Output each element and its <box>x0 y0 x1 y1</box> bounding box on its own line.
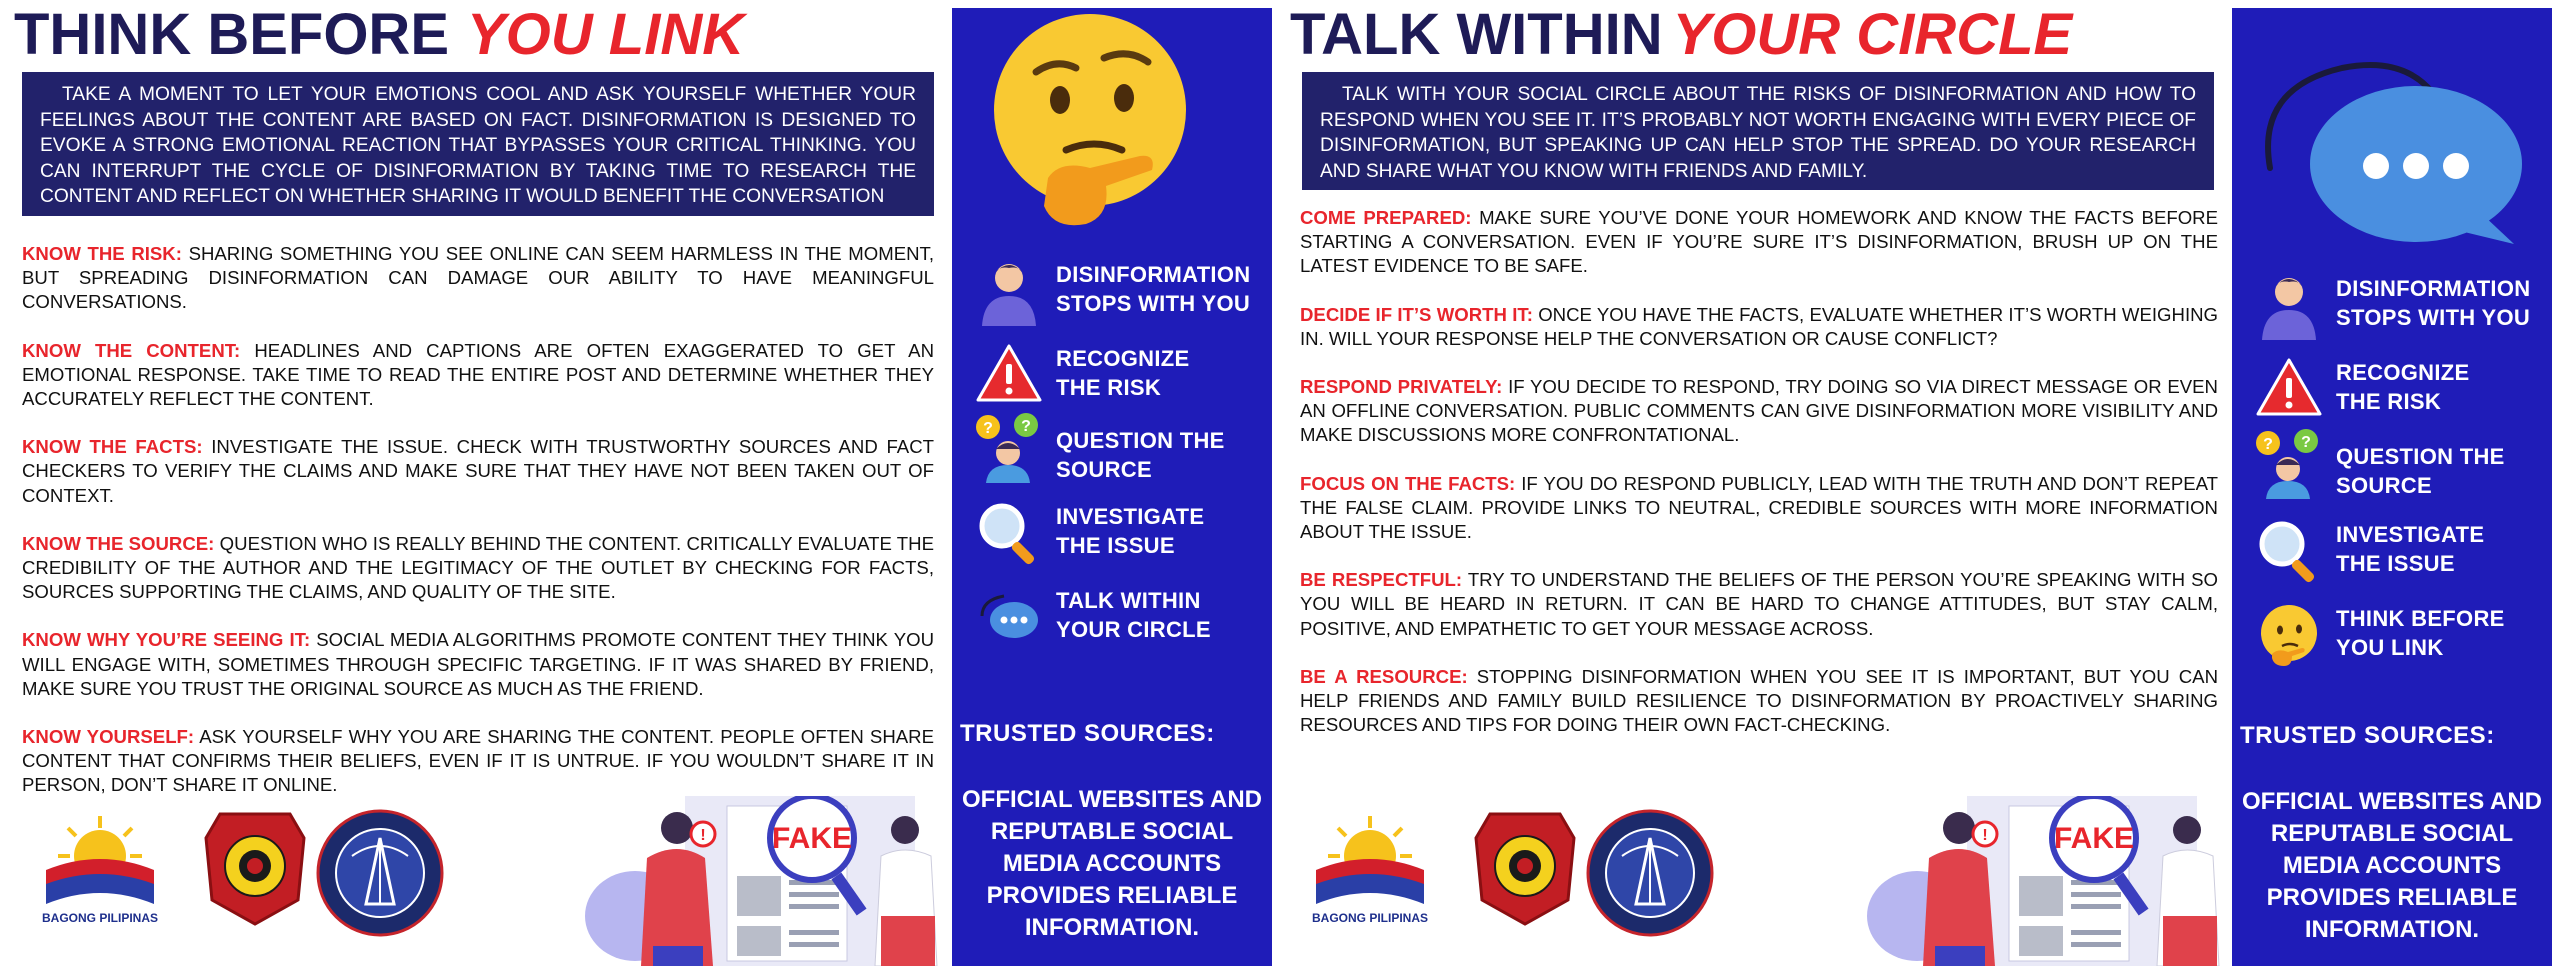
intro-box <box>22 72 934 216</box>
tip-label: THINK BEFORE YOU LINK <box>2336 606 2505 660</box>
bagong-pilipinas-text: BAGONG PILIPINAS <box>1311 911 1429 925</box>
svg-text:!: ! <box>1982 827 1988 844</box>
list-item <box>22 339 934 412</box>
item-label: KNOW THE SOURCE: <box>22 532 215 554</box>
police-badge-logo <box>200 808 310 928</box>
list-item <box>22 628 934 701</box>
tip-label: RECOGNIZE THE RISK <box>1056 346 1190 400</box>
item-label: BE A RESOURCE: <box>1300 665 1468 687</box>
intro-text: TALK WITH YOUR SOCIAL CIRCLE ABOUT THE RISKS OF DISINFORMATION AND HOW TO RESPOND WHEN YOU SEE IT. IT’S PROBABLY NOT WORTH ENGAGING WITH EVERY PIECE OF DISINFORMATION, BUT SPEAKING UP CAN HELP STOP THE SPREAD. DO YOUR RESEARCH AND SHARE WHAT YOU KNOW WITH FRIENDS AND FAMILY. <box>1320 84 2196 182</box>
tip-question-source <box>974 418 1264 492</box>
sidebar <box>952 8 1272 966</box>
list-item <box>1300 568 2218 641</box>
logo-row <box>40 808 460 938</box>
fake-stamp-text: FAKE <box>771 822 853 855</box>
tip-label: TALK WITHIN YOUR CIRCLE <box>1056 588 1211 642</box>
logo-row <box>1310 808 1730 938</box>
svg-text:?: ? <box>2263 436 2273 453</box>
list-item <box>22 532 934 605</box>
tip-label: INVESTIGATE THE ISSUE <box>1056 504 1205 558</box>
item-label: KNOW THE RISK: <box>22 243 182 264</box>
title-part-b: YOUR CIRCLE <box>1672 2 2073 67</box>
tip-investigate-issue <box>2254 516 2544 586</box>
tips-list <box>22 242 934 822</box>
item-text: SHARING SOMETHING YOU SEE ONLINE CAN SEEM HARMLESS IN THE MOMENT, BUT SPREADING DISINFORMATION CAN DAMAGE OUR ABILITY TO HAVE MEANINGFUL CONVERSATIONS. <box>22 243 934 313</box>
fake-news-illustration <box>575 796 950 966</box>
list-item <box>1300 303 2218 351</box>
tip-disinformation-stops <box>974 256 1264 326</box>
tip-question-source <box>2254 434 2544 508</box>
magnifier-icon <box>974 498 1044 568</box>
item-text: QUESTION WHO IS REALLY BEHIND THE CONTENT. CRITICALLY EVALUATE THE CREDIBILITY OF THE AUTHOR AND THE LEGITIMACY OF THE OUTLET BY CHECKING FOR FACTS, SOURCES SUPPORTING THE CLAIMS, AND QUALITY OF THE SITE. <box>22 532 934 603</box>
tip-recognize-risk <box>974 340 1264 410</box>
intro-box <box>1302 72 2214 190</box>
item-label: COME PREPARED: <box>1300 207 1472 228</box>
list-item <box>1300 375 2218 448</box>
item-text: TRY TO UNDERSTAND THE BELIEFS OF THE PERSON YOU’RE SPEAKING WITH SO YOU WILL BE HEARD IN RETURN. IT CAN BE HARD TO CHANGE ATTITUDES, BUT STAY CALM, POSITIVE, AND EMPATHETIC TO GET YOUR MESSAGE ACROSS. <box>1300 569 2218 639</box>
trusted-sources-body: OFFICIAL WEBSITES AND REPUTABLE SOCIAL MEDIA ACCOUNTS PROVIDES RELIABLE INFORMATION. <box>2242 788 2542 943</box>
item-text: HEADLINES AND CAPTIONS ARE OFTEN EXAGGERATED TO GET AN EMOTIONAL RESPONSE. TAKE TIME TO READ THE ENTIRE POST AND DETERMINE WHETHER THEY ACCURATELY REFLECT THE CONTENT. <box>22 339 934 410</box>
item-text: MAKE SURE YOU’VE DONE YOUR HOMEWORK AND KNOW THE FACTS BEFORE STARTING A CONVERSATION. EVEN IF YOU’RE SURE IT’S DISINFORMATION, BRUSH UP ON THE LATEST EVIDENCE TO BE SAFE. <box>1300 207 2219 277</box>
fake-news-illustration <box>1857 796 2232 966</box>
item-text: IF YOU DO RESPOND PUBLICLY, LEAD WITH THE TRUTH AND DON’T REPEAT THE FALSE CLAIM. PROVIDE LINKS TO NEUTRAL, CREDIBLE SOURCES WITH MORE INFORMATION ABOUT THE ISSUE. <box>1300 472 2219 543</box>
question-person-icon <box>974 404 1044 492</box>
bagong-pilipinas-logo <box>40 808 160 928</box>
item-label: RESPOND PRIVATELY: <box>1300 376 1503 398</box>
poster-talk-within-your-circle <box>1282 0 2560 975</box>
poster-think-before-you-link <box>0 0 1272 975</box>
tip-label: DISINFORMATION STOPS WITH YOU <box>2336 276 2531 330</box>
chat-bubble-icon <box>2252 48 2532 258</box>
tip-talk-within-circle <box>974 582 1264 652</box>
chat-bubble-icon <box>974 582 1044 652</box>
list-item <box>1300 206 2218 279</box>
svg-text:?: ? <box>1021 418 1031 435</box>
item-text: INVESTIGATE THE ISSUE. CHECK WITH TRUSTWORTHY SOURCES AND FACT CHECKERS TO VERIFY THE CLAIMS AND MAKE SURE THAT THEY HAVE NOT BEEN TAKEN OUT OF CONTEXT. <box>22 436 934 506</box>
item-label: FOCUS ON THE FACTS: <box>1300 472 1516 494</box>
item-text: ONCE YOU HAVE THE FACTS, EVALUATE WHETHER IT’S WORTH WEIGHING IN. WILL YOUR RESPONSE HELP THE CONVERSATION OR CAUSE CONFLICT? <box>1300 303 2218 349</box>
bagong-pilipinas-logo <box>1310 808 1430 928</box>
trusted-sources-heading: TRUSTED SOURCES: <box>960 720 1215 747</box>
list-item <box>22 242 934 315</box>
item-label: KNOW THE FACTS: <box>22 436 203 458</box>
tips-list <box>1300 206 2218 761</box>
title-part-a: THINK BEFORE <box>14 2 449 67</box>
police-badge-logo <box>1470 808 1580 928</box>
main-column <box>0 0 950 975</box>
item-label: KNOW YOURSELF: <box>22 726 195 748</box>
item-label: KNOW WHY YOU’RE SEEING IT: <box>22 629 311 651</box>
list-item <box>1300 472 2218 545</box>
page-title <box>14 4 744 66</box>
intro-text: TAKE A MOMENT TO LET YOUR EMOTIONS COOL AND ASK YOURSELF WHETHER YOUR FEELINGS ABOUT THE CONTENT ARE BASED ON FACT. DISINFORMATION IS DESIGNED TO EVOKE A STRONG EMOTIONAL REACTION THAT BYPASSES YOUR CRITICAL THINKING. YOU CAN INTERRUPT THE CYCLE OF DISINFORMATION BY TAKING TIME TO RESEARCH THE CONTENT AND REFLECT ON WHETHER SHARING IT WOULD BENEFIT THE CONVERSATION <box>40 84 916 207</box>
tip-label: RECOGNIZE THE RISK <box>2336 360 2470 414</box>
item-text: ASK YOURSELF WHY YOU ARE SHARING THE CONTENT. PEOPLE OFTEN SHARE CONTENT THAT CONFIRMS THEIR BELIEFS, EVEN IF IT IS UNTRUE. IF YOU WOULDN’T SHARE IT IN PERSON, DON’T SHARE IT ONLINE. <box>22 726 934 796</box>
bagong-pilipinas-text: BAGONG PILIPINAS <box>41 911 159 925</box>
warning-icon <box>974 340 1044 410</box>
item-text: SOCIAL MEDIA ALGORITHMS PROMOTE CONTENT THEY THINK YOU WILL ENGAGE WITH, SOMETIMES THROUGH SPECIFIC TARGETING. IF IT WAS SHARED BY FRIEND, MAKE SURE YOU TRUST THE ORIGINAL SOURCE AS MUCH AS THE FRIEND. <box>22 629 934 699</box>
sidebar <box>2232 8 2552 966</box>
tip-label: QUESTION THE SOURCE <box>1056 428 1225 482</box>
tip-disinformation-stops <box>2254 270 2544 340</box>
comms-seal-logo <box>1582 808 1718 938</box>
tip-investigate-issue <box>974 498 1264 568</box>
tip-label: DISINFORMATION STOPS WITH YOU <box>1056 262 1251 316</box>
trusted-sources-body: OFFICIAL WEBSITES AND REPUTABLE SOCIAL MEDIA ACCOUNTS PROVIDES RELIABLE INFORMATION. <box>962 786 1262 941</box>
item-label: BE RESPECTFUL: <box>1300 569 1463 591</box>
svg-text:?: ? <box>983 420 993 437</box>
tip-label: INVESTIGATE THE ISSUE <box>2336 522 2485 576</box>
title-part-a: TALK WITHIN <box>1290 2 1663 67</box>
magnifier-icon <box>2254 516 2324 586</box>
list-item <box>1300 665 2218 738</box>
main-column <box>1282 0 2232 975</box>
warning-icon <box>2254 354 2324 424</box>
title-part-b: YOU LINK <box>467 2 745 67</box>
svg-text:!: ! <box>700 827 706 844</box>
page-title <box>1290 4 2072 66</box>
question-person-icon <box>2254 420 2324 508</box>
tip-label: QUESTION THE SOURCE <box>2336 444 2505 498</box>
comms-seal-logo <box>312 808 448 938</box>
svg-text:?: ? <box>2301 434 2311 451</box>
tip-recognize-risk <box>2254 354 2544 424</box>
trusted-sources-heading: TRUSTED SOURCES: <box>2240 722 2495 749</box>
person-icon <box>974 256 1044 326</box>
list-item <box>22 725 934 798</box>
item-label: KNOW THE CONTENT: <box>22 339 241 361</box>
item-text: STOPPING DISINFORMATION WHEN YOU SEE IT IS IMPORTANT, BUT YOU CAN HELP FRIENDS AND FAMILY BUILD RESILIENCE TO DISINFORMATION BY PROACTIVELY SHARING RESOURCES AND TIPS FOR DOING THEIR OWN FACT-CHECKING. <box>1300 665 2219 736</box>
item-text: IF YOU DECIDE TO RESPOND, TRY DOING SO VIA DIRECT MESSAGE OR EVEN AN OFFLINE CONVERSATION. PUBLIC COMMENTS CAN GIVE DISINFORMATION MORE VISIBILITY AND MAKE DISCUSSIONS MORE CONFRONTATIONAL. <box>1300 376 2218 446</box>
person-icon <box>2254 270 2324 340</box>
thinking-emoji-icon <box>990 10 1190 242</box>
fake-stamp-text: FAKE <box>2053 822 2135 855</box>
item-label: DECIDE IF IT’S WORTH IT: <box>1300 303 1533 325</box>
list-item <box>22 435 934 508</box>
tip-think-before-link <box>2254 600 2544 670</box>
thinking-emoji-icon <box>2254 600 2324 670</box>
